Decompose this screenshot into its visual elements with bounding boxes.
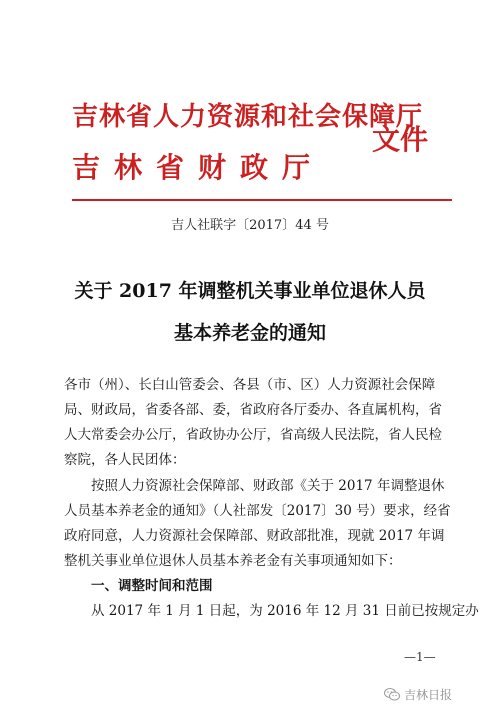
issuer-line-2: 吉林省财政厅 — [72, 151, 325, 184]
document-title-line-2: 基本养老金的通知 — [173, 322, 326, 344]
body-line: 按照人力资源社会保障部、财政部《关于 2017 年调整退休 — [64, 478, 445, 494]
issuer-line-1: 吉林省人力资源和社会保障厅 — [72, 102, 424, 132]
watermark-text: 吉林日报 — [404, 688, 453, 702]
document-title-line-1: 关于 2017 年调整机关事业单位退休人员 — [74, 280, 426, 302]
body-line: 人大常委会办公厅，省政协办公厅，省高级人民法院，省人民检 — [64, 427, 442, 443]
document-number: 吉人社联字〔2017〕44 号 — [171, 218, 329, 233]
doc-type-label: 文件 — [372, 123, 429, 156]
page-number: —1— — [404, 650, 436, 664]
section-heading: 一、调整时间和范围 — [64, 578, 213, 594]
wechat-icon — [384, 688, 400, 701]
header-divider — [72, 199, 452, 201]
body-line: 各市（州）、长白山管委会、各县（市、区）人力资源社会保障 — [64, 377, 436, 393]
body-line: 整机关事业单位退休人员基本养老金有关事项通知如下： — [64, 553, 402, 569]
body-line: 政府同意，人力资源社会保障部、财政部批准，现就 2017 年调 — [64, 528, 445, 544]
body-line: 人员基本养老金的通知》（人社部发〔2017〕30 号）要求，经省 — [64, 503, 451, 519]
body-line: 局、财政局，省委各部、委，省政府各厅委办、各直属机构，省 — [64, 402, 442, 418]
source-watermark — [384, 686, 452, 703]
body-line: 从 2017 年 1 月 1 日起，为 2016 年 12 月 31 日前已按规定办 — [64, 603, 479, 619]
body-line: 察院，各人民团体： — [64, 452, 186, 468]
